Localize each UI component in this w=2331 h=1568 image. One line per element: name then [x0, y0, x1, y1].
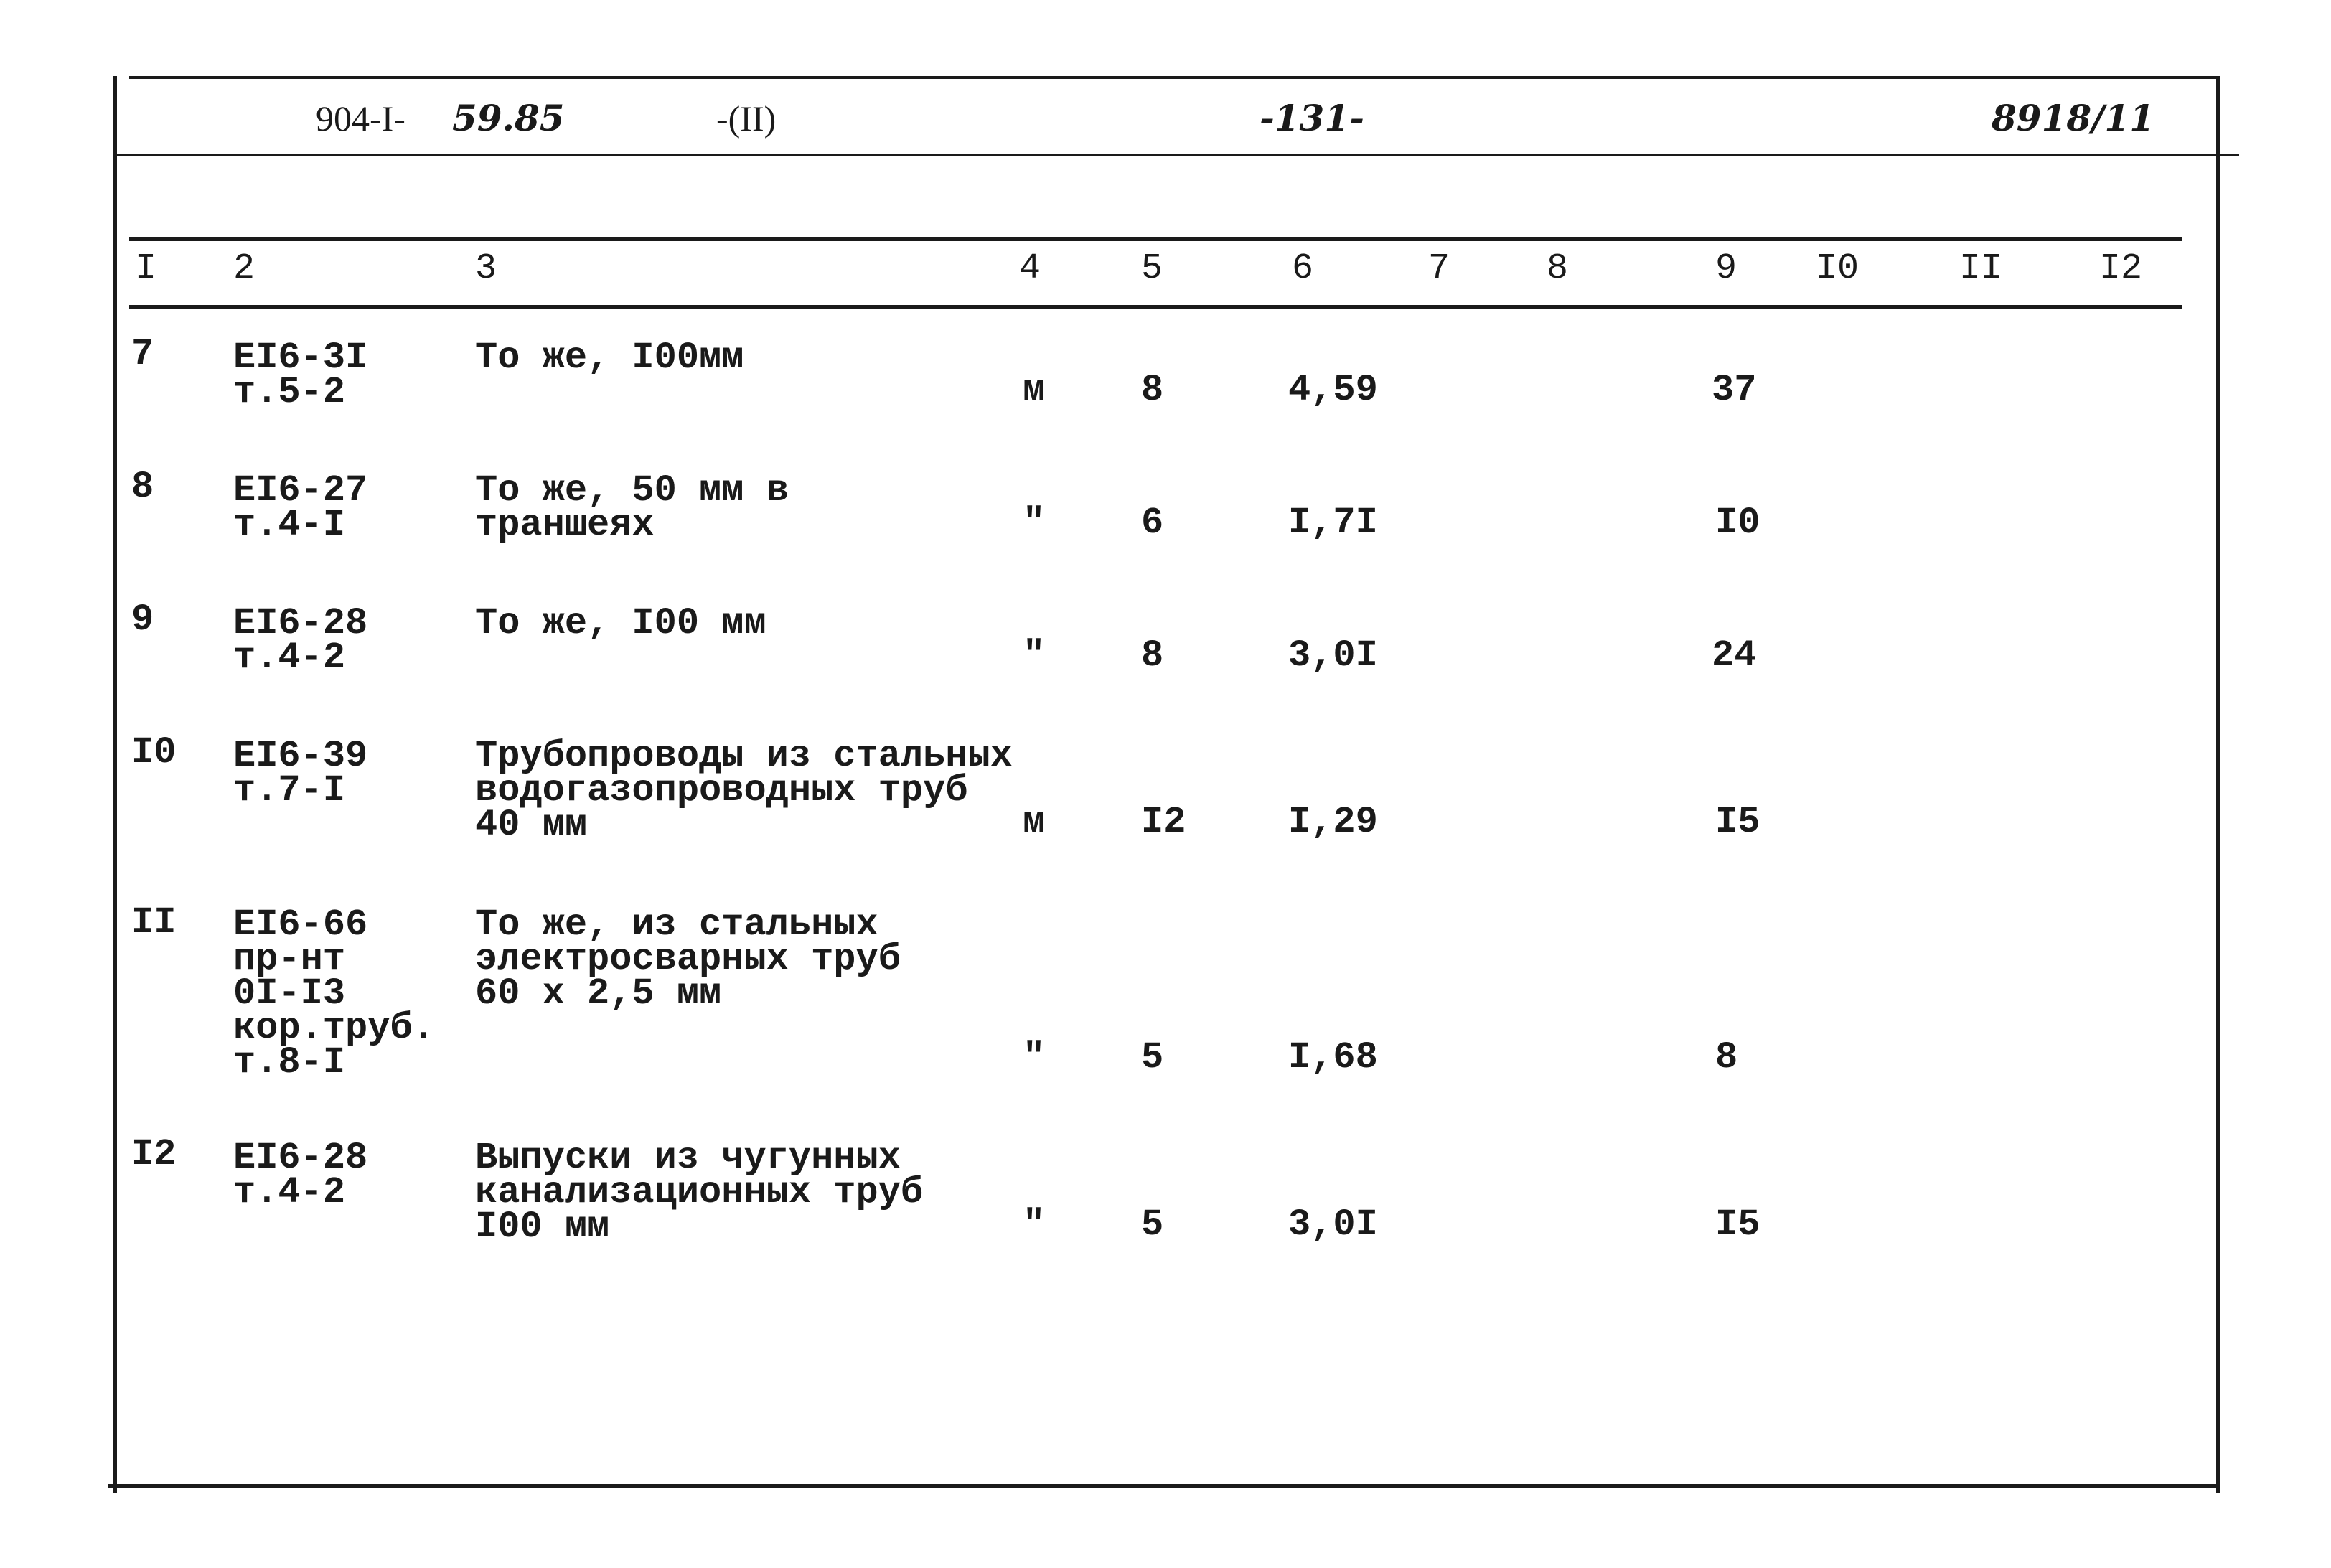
doc-code-prefix: 904-I-	[316, 98, 405, 139]
work-description: То же, 50 мм в траншеях	[475, 469, 789, 546]
rate-code: EI6-27 т.4-I	[233, 469, 368, 546]
row-number: 9	[131, 598, 154, 641]
unit: "	[1023, 634, 1046, 677]
unit-cost: 3,0I	[1288, 634, 1378, 677]
inventory-number: 8918/11	[1992, 97, 2155, 139]
rate-code: EI6-3I т.5-2	[233, 337, 368, 413]
work-description: То же, I00 мм	[475, 602, 766, 644]
frame-top-line	[129, 76, 2218, 79]
unit: м	[1023, 369, 1046, 411]
total-cost: 8	[1715, 1036, 1738, 1079]
total-cost: 37	[1712, 369, 1757, 411]
column-header-10: I0	[1816, 248, 1859, 289]
unit-cost: I,68	[1288, 1036, 1378, 1079]
rate-code: EI6-66 пр-нт 0I-I3 кор.труб. т.8-I	[233, 903, 435, 1084]
column-header-6: 6	[1292, 248, 1314, 289]
column-header-7: 7	[1428, 248, 1450, 289]
column-header-9: 9	[1715, 248, 1737, 289]
unit: "	[1023, 1036, 1046, 1079]
frame-bottom-line	[108, 1484, 2220, 1488]
work-description: Выпуски из чугунных канализационных труб I00 мм	[475, 1137, 924, 1248]
doc-code-number: 59.85	[452, 97, 565, 139]
frame-left-line	[113, 76, 117, 1493]
work-description: То же, из стальных электросварных труб 60 х 2,5 мм	[475, 903, 901, 1015]
column-header-12: I2	[2099, 248, 2143, 289]
column-header-5: 5	[1141, 248, 1163, 289]
row-number: I2	[131, 1133, 177, 1175]
total-cost: 24	[1712, 634, 1757, 677]
column-header-4: 4	[1019, 248, 1041, 289]
row-number: II	[131, 901, 177, 944]
row-number: 7	[131, 333, 154, 375]
frame-header-line	[115, 154, 2239, 156]
rate-code: EI6-28 т.4-2	[233, 1137, 368, 1213]
unit: м	[1023, 801, 1046, 843]
column-header-1: I	[135, 248, 157, 289]
column-header-8: 8	[1547, 248, 1569, 289]
total-cost: I0	[1715, 502, 1760, 544]
row-number: I0	[131, 731, 177, 774]
rate-code: EI6-39 т.7-I	[233, 735, 368, 812]
doc-section: -(II)	[716, 98, 777, 139]
total-cost: I5	[1715, 801, 1760, 843]
row-number: 8	[131, 466, 154, 508]
quantity: 5	[1141, 1203, 1164, 1246]
quantity: I2	[1141, 801, 1186, 843]
frame-right-line	[2216, 76, 2220, 1493]
rate-code: EI6-28 т.4-2	[233, 602, 368, 679]
unit-cost: I,29	[1288, 801, 1378, 843]
unit-cost: 4,59	[1288, 369, 1378, 411]
total-cost: I5	[1715, 1203, 1760, 1246]
quantity: 8	[1141, 369, 1164, 411]
unit-cost: 3,0I	[1288, 1203, 1378, 1246]
unit: "	[1023, 502, 1046, 544]
quantity: 6	[1141, 502, 1164, 544]
table-head-line	[129, 305, 2182, 309]
unit-cost: I,7I	[1288, 502, 1378, 544]
quantity: 5	[1141, 1036, 1164, 1079]
page-number: -131-	[1260, 97, 1364, 139]
column-header-3: 3	[475, 248, 497, 289]
work-description: Трубопроводы из стальных водогазопроводных труб 40 мм	[475, 735, 1013, 846]
table-top-line	[129, 237, 2182, 241]
unit: "	[1023, 1203, 1046, 1246]
column-header-2: 2	[233, 248, 255, 289]
quantity: 8	[1141, 634, 1164, 677]
work-description: То же, I00мм	[475, 337, 744, 379]
column-header-11: II	[1959, 248, 2003, 289]
